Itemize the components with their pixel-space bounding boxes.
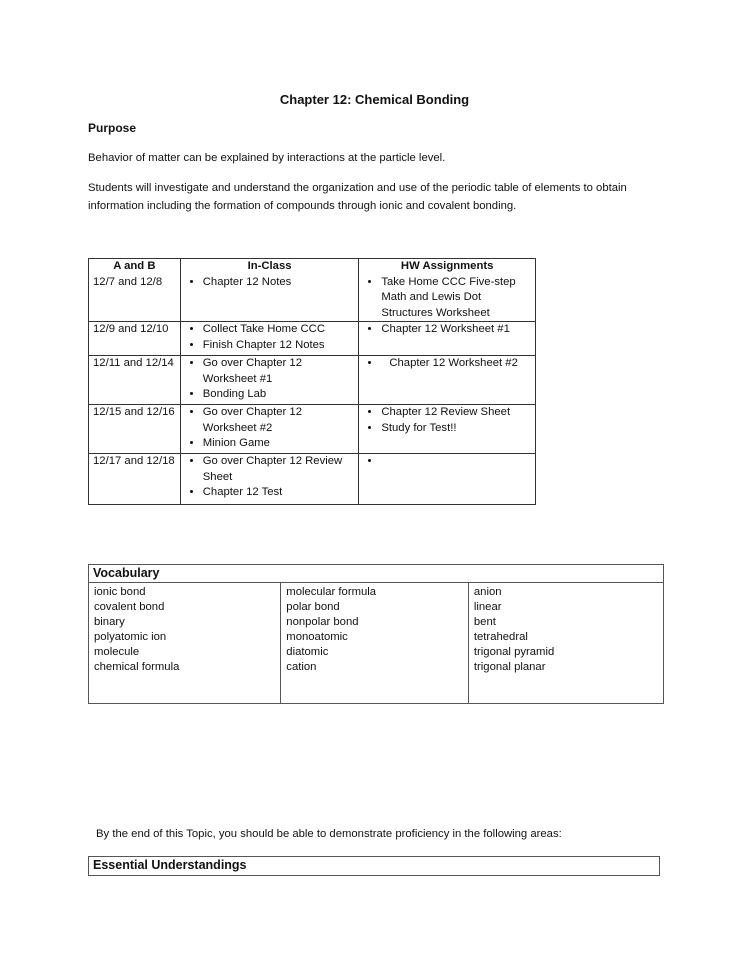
hw-cell	[359, 322, 536, 356]
vocabulary-term: anion	[473, 586, 502, 598]
vocabulary-heading: Vocabulary	[89, 565, 663, 583]
bullet-list	[185, 405, 355, 452]
table-row	[89, 405, 536, 454]
bullet-list	[185, 454, 355, 501]
column-header	[359, 259, 536, 275]
list-item	[381, 454, 531, 470]
vocabulary-column	[469, 583, 663, 703]
vocabulary-term: trigonal planar	[473, 661, 546, 673]
inclass-cell	[180, 322, 359, 356]
proficiency-text: By the end of this Topic, you should be able to demonstrate proficiency in the following areas:	[96, 828, 562, 840]
vocabulary-term: diatomic	[286, 646, 329, 658]
list-item: • Chapter 12 Review Sheet	[381, 405, 531, 421]
column-header	[89, 259, 181, 275]
vocabulary-term: linear	[473, 601, 502, 613]
list-item: • Chapter 12 Worksheet #1	[381, 322, 531, 338]
vocabulary-term: ionic bond	[94, 586, 146, 598]
purpose-heading: Purpose	[88, 121, 137, 135]
vocabulary-term: polyatomic ion	[94, 631, 167, 643]
table-row	[89, 322, 536, 356]
vocabulary-term: covalent bond	[94, 601, 165, 613]
essential-understandings-heading: Essential Understandings	[88, 856, 660, 876]
page-title: Chapter 12: Chemical Bonding	[279, 92, 470, 107]
hw-cell	[359, 405, 536, 454]
date-cell: 12/7 and 12/8	[89, 275, 181, 322]
vocabulary-column	[281, 583, 469, 703]
vocabulary-term: binary	[94, 616, 125, 628]
column-header	[180, 259, 359, 275]
bullet-list	[363, 405, 531, 436]
list-item: • Collect Take Home CCC	[203, 322, 355, 338]
list-item: • Go over Chapter 12 Review Sheet	[203, 454, 355, 485]
column-header-label: HW Assignments	[400, 260, 494, 272]
bullet-list	[363, 275, 531, 322]
vocabulary-term: molecule	[94, 646, 140, 658]
table-row	[89, 275, 536, 322]
vocabulary-term: nonpolar bond	[286, 616, 359, 628]
date-cell: 12/15 and 12/16	[89, 405, 181, 454]
vocabulary-term: polar bond	[286, 601, 340, 613]
table-row	[89, 454, 536, 505]
table-row	[89, 356, 536, 405]
list-item: • Take Home CCC Five-step Math and Lewis Dot Structures Worksheet	[381, 275, 531, 322]
list-item: • Bonding Lab	[203, 387, 355, 403]
list-item: • Go over Chapter 12 Worksheet #1	[203, 356, 355, 387]
inclass-cell	[180, 405, 359, 454]
list-item: • Chapter 12 Test	[203, 485, 355, 501]
purpose-paragraph-2: Students will investigate and understand the organization and use of the periodic table of elements to obtain information including the formation of compounds through ionic and covalent bonding.	[88, 182, 627, 212]
table-header-row	[89, 259, 536, 275]
bullet-list	[363, 454, 531, 470]
inclass-cell	[180, 275, 359, 322]
list-item: • Finish Chapter 12 Notes	[203, 338, 355, 354]
vocabulary-term: tetrahedral	[473, 631, 528, 643]
schedule-table	[88, 258, 536, 505]
column-header-label: A and B	[113, 260, 156, 272]
bullet-list	[185, 322, 355, 353]
inclass-cell	[180, 454, 359, 505]
bullet-list	[185, 356, 355, 403]
vocabulary-term: monoatomic	[286, 631, 348, 643]
bullet-list	[185, 275, 355, 291]
vocabulary-term: trigonal pyramid	[473, 646, 555, 658]
column-header-label: In-Class	[247, 260, 292, 272]
date-cell: 12/11 and 12/14	[89, 356, 181, 405]
vocabulary-column	[89, 583, 281, 703]
hw-cell	[359, 454, 536, 505]
bullet-list	[363, 356, 531, 372]
purpose-paragraph-1: Behavior of matter can be explained by interactions at the particle level.	[88, 152, 446, 164]
list-item: • Go over Chapter 12 Worksheet #2	[203, 405, 355, 436]
vocabulary-term: bent	[473, 616, 496, 628]
list-item: • Study for Test!!	[381, 421, 531, 437]
vocabulary-box	[88, 564, 664, 704]
date-cell: 12/9 and 12/10	[89, 322, 181, 356]
list-item: • Minion Game	[203, 436, 355, 452]
vocabulary-term: chemical formula	[94, 661, 180, 673]
date-cell: 12/17 and 12/18	[89, 454, 181, 505]
list-item: • Chapter 12 Worksheet #2	[381, 356, 531, 372]
vocabulary-term: cation	[286, 661, 317, 673]
hw-cell	[359, 356, 536, 405]
inclass-cell	[180, 356, 359, 405]
bullet-list	[363, 322, 531, 338]
vocabulary-term: molecular formula	[286, 586, 377, 598]
list-item: • Chapter 12 Notes	[203, 275, 355, 291]
hw-cell	[359, 275, 536, 322]
